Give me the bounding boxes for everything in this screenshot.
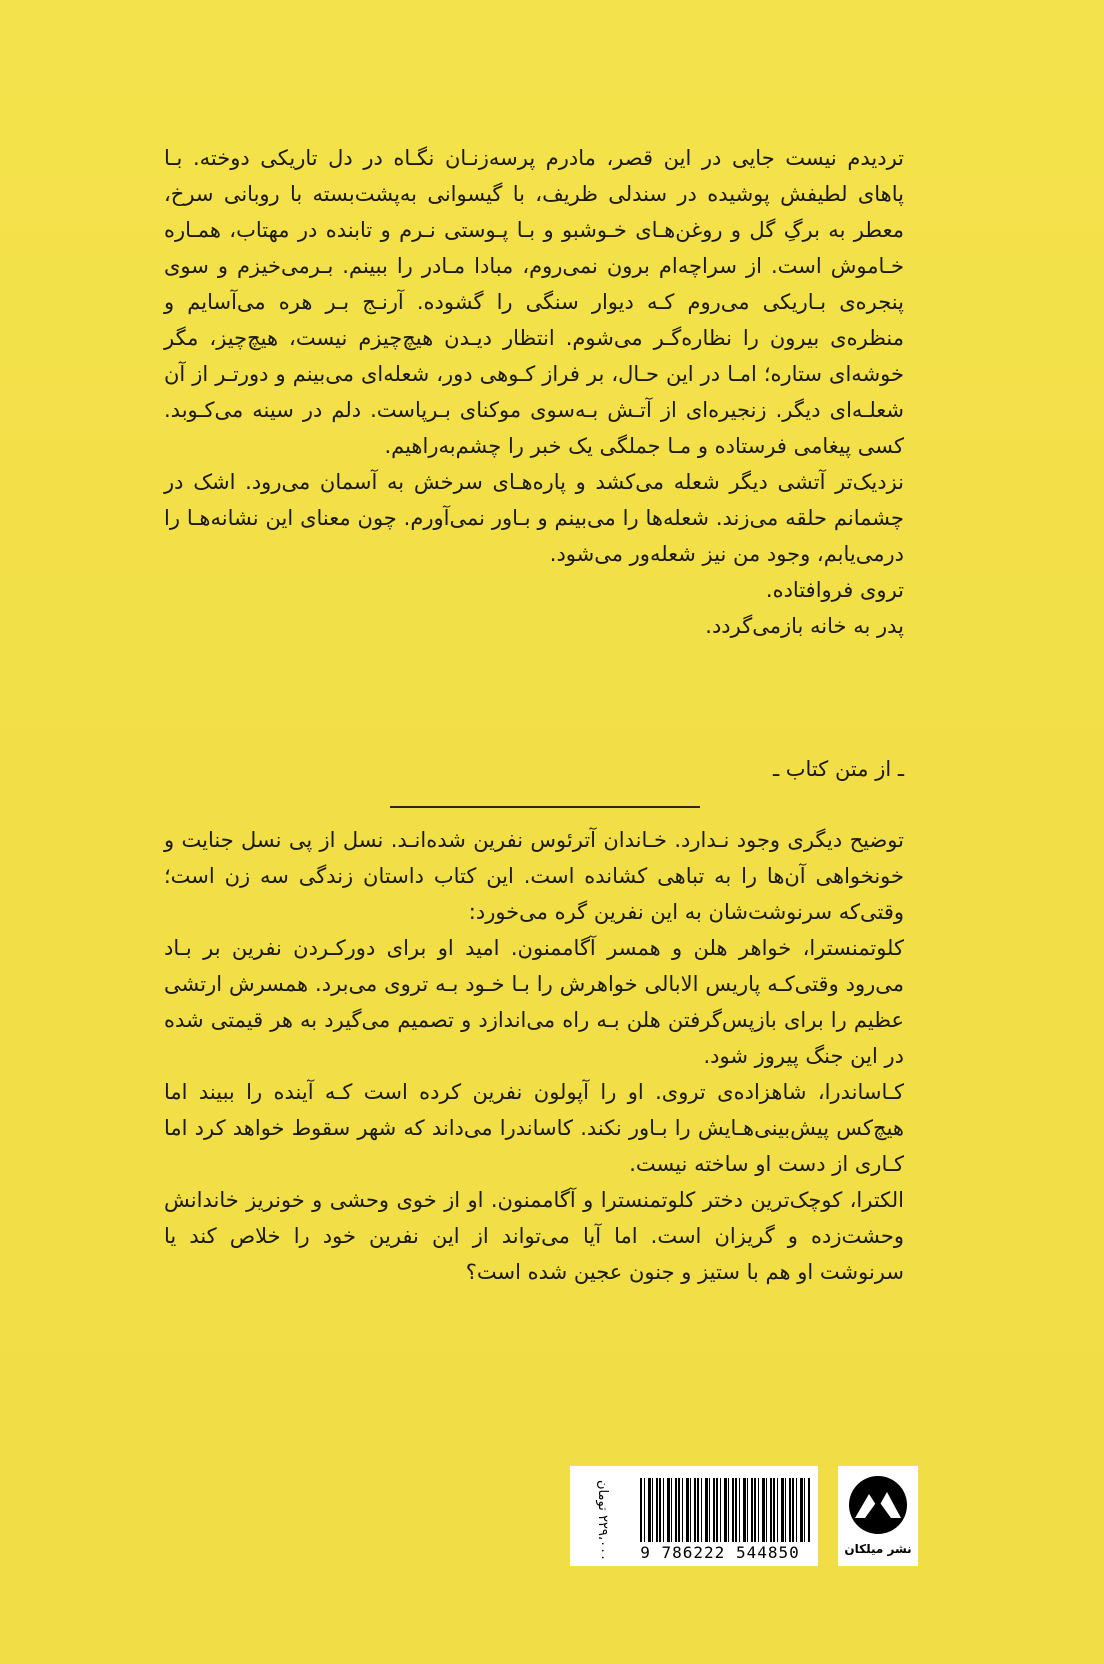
excerpt-text — [164, 140, 904, 644]
synopsis-paragraph: کلوتمنسترا، خواهر هلن و همسر آگاممنون. امید او برای دورکـردن نفرین بر بـاد می‌رود وقتی‌کـه پاریس الابالی خواهرش را بـا خـود بـه تروی می‌برد. همسرش ارتشی عظیم را برای بازپس‌گرفتن هلن بـه راه می‌اندازد و تصمیم می‌گیرد به هر قیمتی شده در این جنگ پیروز شود. — [164, 936, 904, 1068]
synopsis-paragraph: الکترا، کوچک‌ترین دختر کلوتمنسترا و آگاممنون. او از خوی وحشی و خونریز خاندانش وحشت‌زده و گریزان است. اما آیا می‌تواند از این نفرین خود را خلاص کند یا سرنوشت او هم با ستیز و جنون عجین شده است؟ — [164, 1188, 904, 1284]
excerpt-paragraph: نزدیک‌تر آتشی دیگر شعله می‌کشد و پاره‌هـای سرخش به آسمان می‌رود. اشک در چشمانم حلقه می‌زند. شعله‌ها را می‌بینم و بـاور نمی‌آورم. چون معنای این نشانه‌هـا را درمی‌یابم، وجود من نیز شعله‌ور می‌شود. — [164, 470, 904, 566]
excerpt-paragraph: تردیدم نیست جایی در این قصر، مادرم پرسه‌زنـان نگـاه در دل تاریکی دوخته. بـا پاهای لطیفش پوشیده در سندلی ظریف، با گیسوانی به‌پشت‌بسته با روبانی سرخ، معطر به برگِ گل و روغن‌هـای خـوشبو و بـا پـوستی نـرم و تابنده در مهتاب، همـاره خـاموش است. از سراچه‌ام برون نمی‌روم، مبادا مـادر را ببینم. بـرمی‌خیزم و سوی پنجره‌ی بـاریکی می‌روم کـه دیوار سنگی را گشوده. آرنـج بـر هره می‌آسایم و منظره‌ی بیرون را نظاره‌گـر می‌شوم. انتظار دیـدن هیچ‌چیزم نیست، هیچ‌چیز، مگر خوشه‌ای ستاره؛ امـا در این حـال، بر فراز کـوهی دور، شعله‌ای می‌بینم و دورتـر از آن شعلـه‌ای دیگر. زنجیره‌ای از آتـش بـه‌سوی موکنای بـرپاست. دلم در سینه می‌کـوبد. کسی پیغامی فرستاده و مـا جملگی یک خبر را چشم‌به‌راهیم. — [164, 146, 904, 458]
excerpt-paragraph: پدر به خانه بازمی‌گردد. — [705, 614, 904, 638]
synopsis-paragraph: توضیح دیگری وجود نـدارد. خـاندان آترئوس نفرین شده‌انـد. نسل از پی نسل جنایت و خونخواهی آن‌ها را به تباهی کشانده است. این کتاب داستان زندگی سه زن است؛ وقتی‌که سرنوشت‌شان به این نفرین گره می‌خورد: — [164, 828, 904, 924]
excerpt-attribution: ـ از متن کتاب ـ — [772, 757, 904, 781]
synopsis-text — [164, 822, 904, 1290]
isbn-number: 9 786222 544850 — [640, 1543, 800, 1562]
price-label: ۲۲۹،۰۰۰ تومان — [595, 1479, 610, 1562]
barcode-icon — [640, 1478, 810, 1542]
synopsis-paragraph: کـاساندرا، شاهزاده‌ی تروی. او را آپولون نفرین کرده است کـه آینده را ببیند اما هیچ‌کس پیش‌بینی‌هـایش را بـاور نکند. کاساندرا می‌داند که شهر سقوط خواهد کرد اما کـاری از دست او ساخته نیست. — [164, 1080, 904, 1176]
excerpt-paragraph: تروی فروافتاده. — [765, 578, 904, 602]
section-divider — [390, 806, 700, 808]
publisher-name: نشر میلکان — [844, 1542, 912, 1556]
mountain-peaks-icon — [847, 1474, 909, 1536]
